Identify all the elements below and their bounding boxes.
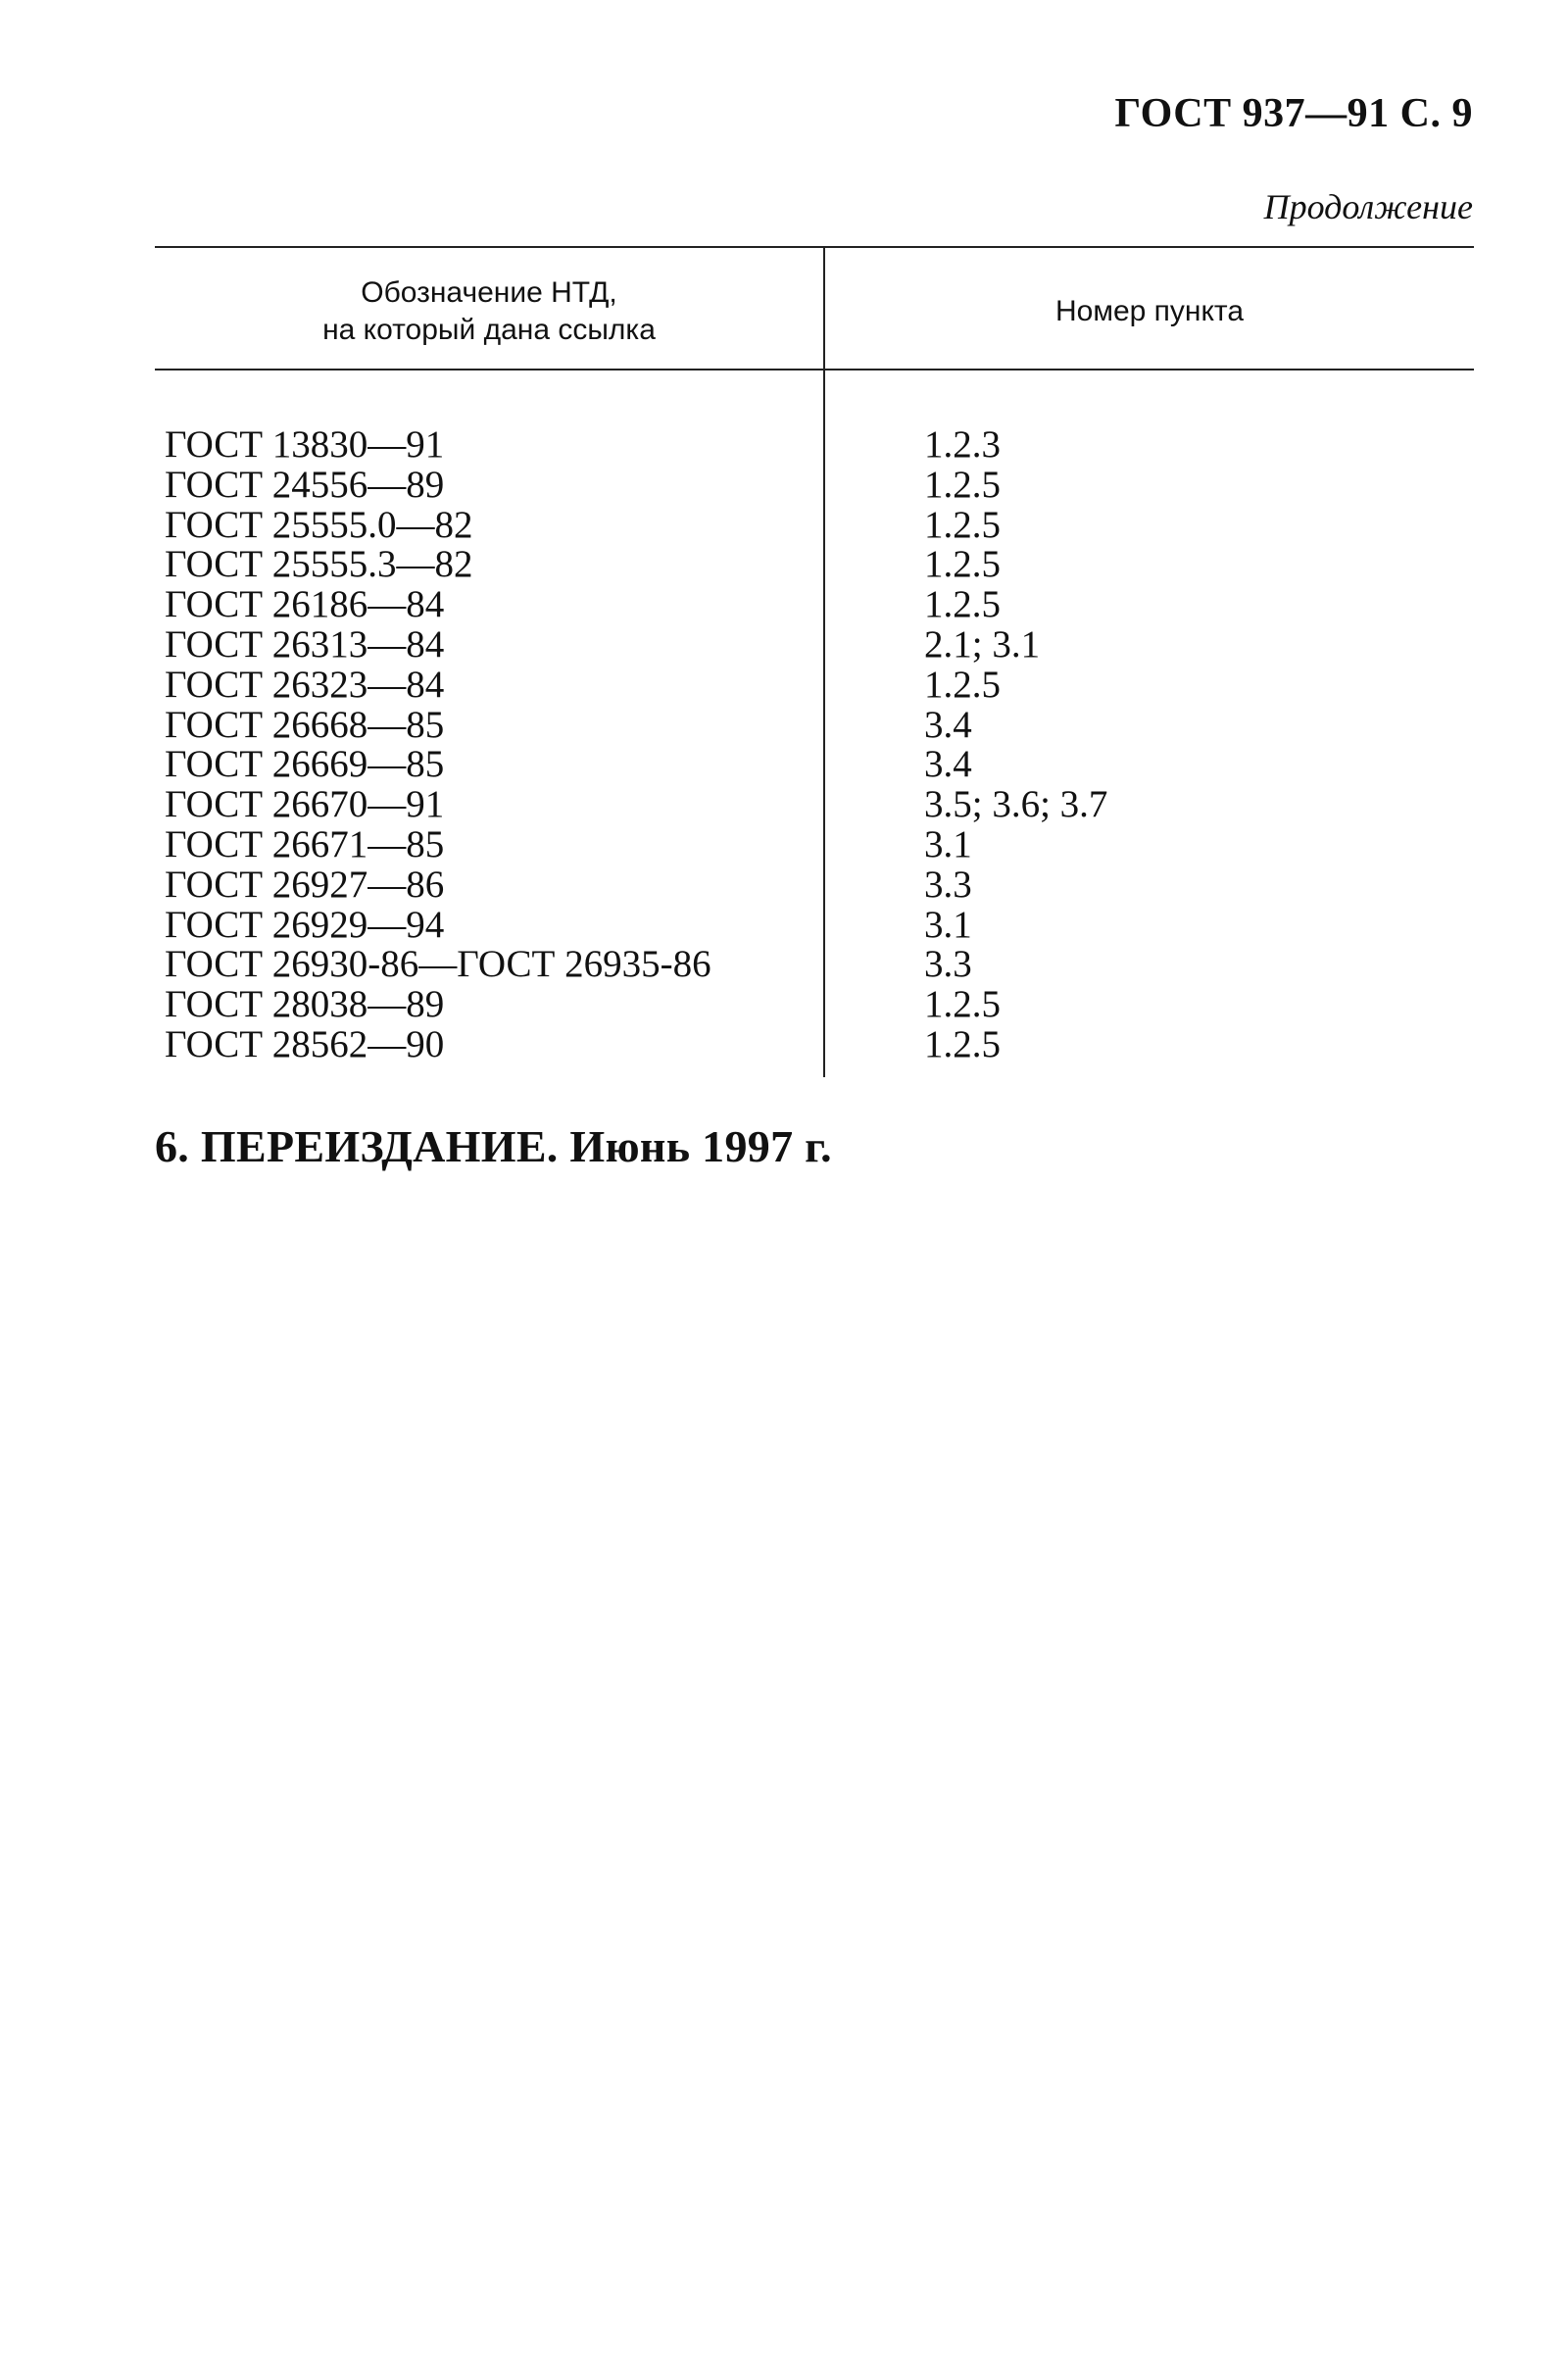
reference-cell: ГОСТ 28562—90 bbox=[165, 1022, 445, 1065]
reference-cell: ГОСТ 26929—94 bbox=[165, 903, 445, 946]
reference-cell: ГОСТ 26323—84 bbox=[165, 663, 445, 706]
reference-cell: ГОСТ 26930-86—ГОСТ 26935-86 bbox=[165, 943, 711, 986]
reference-cell: ГОСТ 13830—91 bbox=[165, 423, 445, 466]
reference-cell: ГОСТ 25555.0—82 bbox=[165, 503, 473, 546]
column-header-reference bbox=[155, 274, 823, 349]
reference-cell: ГОСТ 26927—86 bbox=[165, 863, 445, 906]
clause-cell: 3.5; 3.6; 3.7 bbox=[924, 783, 1108, 826]
reference-cell: ГОСТ 24556—89 bbox=[165, 463, 445, 506]
reference-cell: ГОСТ 26313—84 bbox=[165, 622, 445, 666]
table-row bbox=[165, 745, 1468, 785]
clause-cell: 1.2.3 bbox=[924, 423, 1001, 466]
reference-cell: ГОСТ 26668—85 bbox=[165, 703, 445, 746]
clause-cell: 3.4 bbox=[924, 703, 972, 746]
clause-cell: 1.2.5 bbox=[924, 583, 1001, 626]
page-header: ГОСТ 937—91 С. 9 bbox=[1114, 91, 1473, 136]
table-row bbox=[165, 1022, 1468, 1065]
reference-cell: ГОСТ 25555.3—82 bbox=[165, 543, 473, 586]
reference-cell: ГОСТ 26186—84 bbox=[165, 583, 445, 626]
table-row bbox=[165, 865, 1468, 906]
clause-cell: 3.1 bbox=[924, 903, 972, 946]
table-row bbox=[165, 545, 1468, 585]
table-row bbox=[165, 622, 1468, 666]
table-row bbox=[165, 463, 1468, 506]
clause-cell: 1.2.5 bbox=[924, 503, 1001, 546]
continuation-label: Продолжение bbox=[1263, 187, 1473, 226]
table-row bbox=[165, 785, 1468, 825]
clause-cell: 3.3 bbox=[924, 943, 972, 986]
reference-cell: ГОСТ 26670—91 bbox=[165, 783, 445, 826]
table-row bbox=[165, 703, 1468, 746]
clause-cell: 3.4 bbox=[924, 743, 972, 786]
clause-cell: 3.1 bbox=[924, 822, 972, 865]
table-row bbox=[165, 985, 1468, 1025]
table-body bbox=[165, 425, 1468, 1065]
table-row bbox=[165, 585, 1468, 625]
table-header-rule bbox=[155, 369, 1474, 370]
table-row bbox=[165, 903, 1468, 946]
clause-cell: 3.3 bbox=[924, 863, 972, 906]
table-row bbox=[165, 822, 1468, 865]
reference-cell: ГОСТ 26669—85 bbox=[165, 743, 445, 786]
table-row bbox=[165, 425, 1468, 466]
reissue-note: 6. ПЕРЕИЗДАНИЕ. Июнь 1997 г. bbox=[155, 1121, 832, 1171]
reference-cell: ГОСТ 28038—89 bbox=[165, 983, 445, 1026]
clause-cell: 1.2.5 bbox=[924, 663, 1001, 706]
table-row bbox=[165, 663, 1468, 706]
reference-cell: ГОСТ 26671—85 bbox=[165, 822, 445, 865]
clause-cell: 1.2.5 bbox=[924, 543, 1001, 586]
clause-cell: 1.2.5 bbox=[924, 983, 1001, 1026]
table-top-rule bbox=[155, 246, 1474, 248]
clause-cell: 1.2.5 bbox=[924, 463, 1001, 506]
clause-cell: 1.2.5 bbox=[924, 1022, 1001, 1065]
column-header-clause: Номер пункта bbox=[1054, 295, 1245, 327]
table-row bbox=[165, 503, 1468, 546]
clause-cell: 2.1; 3.1 bbox=[924, 622, 1041, 666]
column-header-reference-line1: Обозначение НТД, bbox=[361, 276, 617, 309]
table-row bbox=[165, 945, 1468, 985]
column-header-reference-line2: на который дана ссылка bbox=[322, 314, 656, 346]
